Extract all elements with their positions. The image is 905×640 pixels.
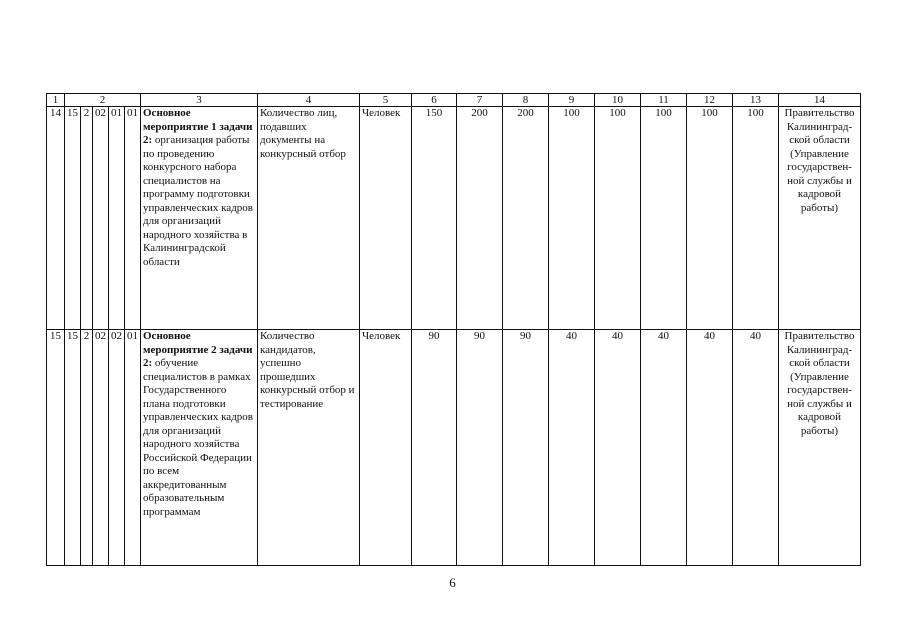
- responsible-cell: Правительство Калининград-ской области (Управление государствен-ной службы и кадровой работы): [779, 330, 861, 566]
- code-cell: 02: [93, 330, 109, 566]
- value-cell: 100: [687, 107, 733, 330]
- event-description-cell: [141, 330, 258, 566]
- code-cell: 2: [81, 330, 93, 566]
- row-number: 14: [47, 107, 65, 330]
- row-number: 15: [47, 330, 65, 566]
- column-number-header: 11: [641, 94, 687, 107]
- code-cell: 15: [65, 330, 81, 566]
- event-title: Основное мероприятие 1 задачи 2:: [143, 107, 253, 146]
- value-cell: 90: [457, 330, 503, 566]
- value-cell: 40: [641, 330, 687, 566]
- column-number-header: 10: [595, 94, 641, 107]
- value-cell: 100: [733, 107, 779, 330]
- column-number-header: 1: [47, 94, 65, 107]
- column-number-header: 2: [65, 94, 141, 107]
- column-number-header: 7: [457, 94, 503, 107]
- value-cell: 40: [733, 330, 779, 566]
- column-number-header: 13: [733, 94, 779, 107]
- column-number-header-row: [47, 94, 861, 107]
- code-cell: 2: [81, 107, 93, 330]
- code-cell: 02: [109, 330, 125, 566]
- column-number-header: 5: [360, 94, 412, 107]
- indicator-cell: Количество кандидатов, успешно прошедших конкурсный отбор и тестирование: [258, 330, 360, 566]
- event-title: Основное мероприятие 2 задачи 2:: [143, 330, 253, 369]
- indicator-cell: Количество лиц, подавших документы на конкурсный отбор: [258, 107, 360, 330]
- code-cell: 02: [93, 107, 109, 330]
- responsible-cell: Правительство Калининград-ской области (Управление государствен-ной службы и кадровой работы): [779, 107, 861, 330]
- code-cell: 15: [65, 107, 81, 330]
- column-number-header: 4: [258, 94, 360, 107]
- column-number-header: 12: [687, 94, 733, 107]
- event-description-cell: [141, 107, 258, 330]
- value-cell: 100: [595, 107, 641, 330]
- value-cell: 200: [457, 107, 503, 330]
- value-cell: 40: [687, 330, 733, 566]
- value-cell: 90: [412, 330, 457, 566]
- value-cell: 40: [549, 330, 595, 566]
- value-cell: 150: [412, 107, 457, 330]
- column-number-header: 6: [412, 94, 457, 107]
- code-cell: 01: [109, 107, 125, 330]
- column-number-header: 14: [779, 94, 861, 107]
- value-cell: 200: [503, 107, 549, 330]
- table-row: [47, 107, 861, 330]
- unit-cell: Человек: [360, 107, 412, 330]
- program-table: [46, 93, 861, 566]
- column-number-header: 3: [141, 94, 258, 107]
- value-cell: 90: [503, 330, 549, 566]
- event-text: обучение специалистов в рамках Государственного плана подготовки управленческих кадров для организаций народного хозяйства Российской Федерации по всем аккредитованным образовательным программам: [143, 357, 253, 518]
- value-cell: 100: [641, 107, 687, 330]
- column-number-header: 8: [503, 94, 549, 107]
- value-cell: 40: [595, 330, 641, 566]
- value-cell: 100: [549, 107, 595, 330]
- event-text: организация работы по проведению конкурсного набора специалистов на программу подготовки управленческих кадров для организаций народного хозяйства в Калининградской области: [143, 134, 253, 268]
- unit-cell: Человек: [360, 330, 412, 566]
- column-number-header: 9: [549, 94, 595, 107]
- code-cell: 01: [125, 330, 141, 566]
- table-row: [47, 330, 861, 566]
- code-cell: 01: [125, 107, 141, 330]
- page-number: 6: [449, 575, 456, 590]
